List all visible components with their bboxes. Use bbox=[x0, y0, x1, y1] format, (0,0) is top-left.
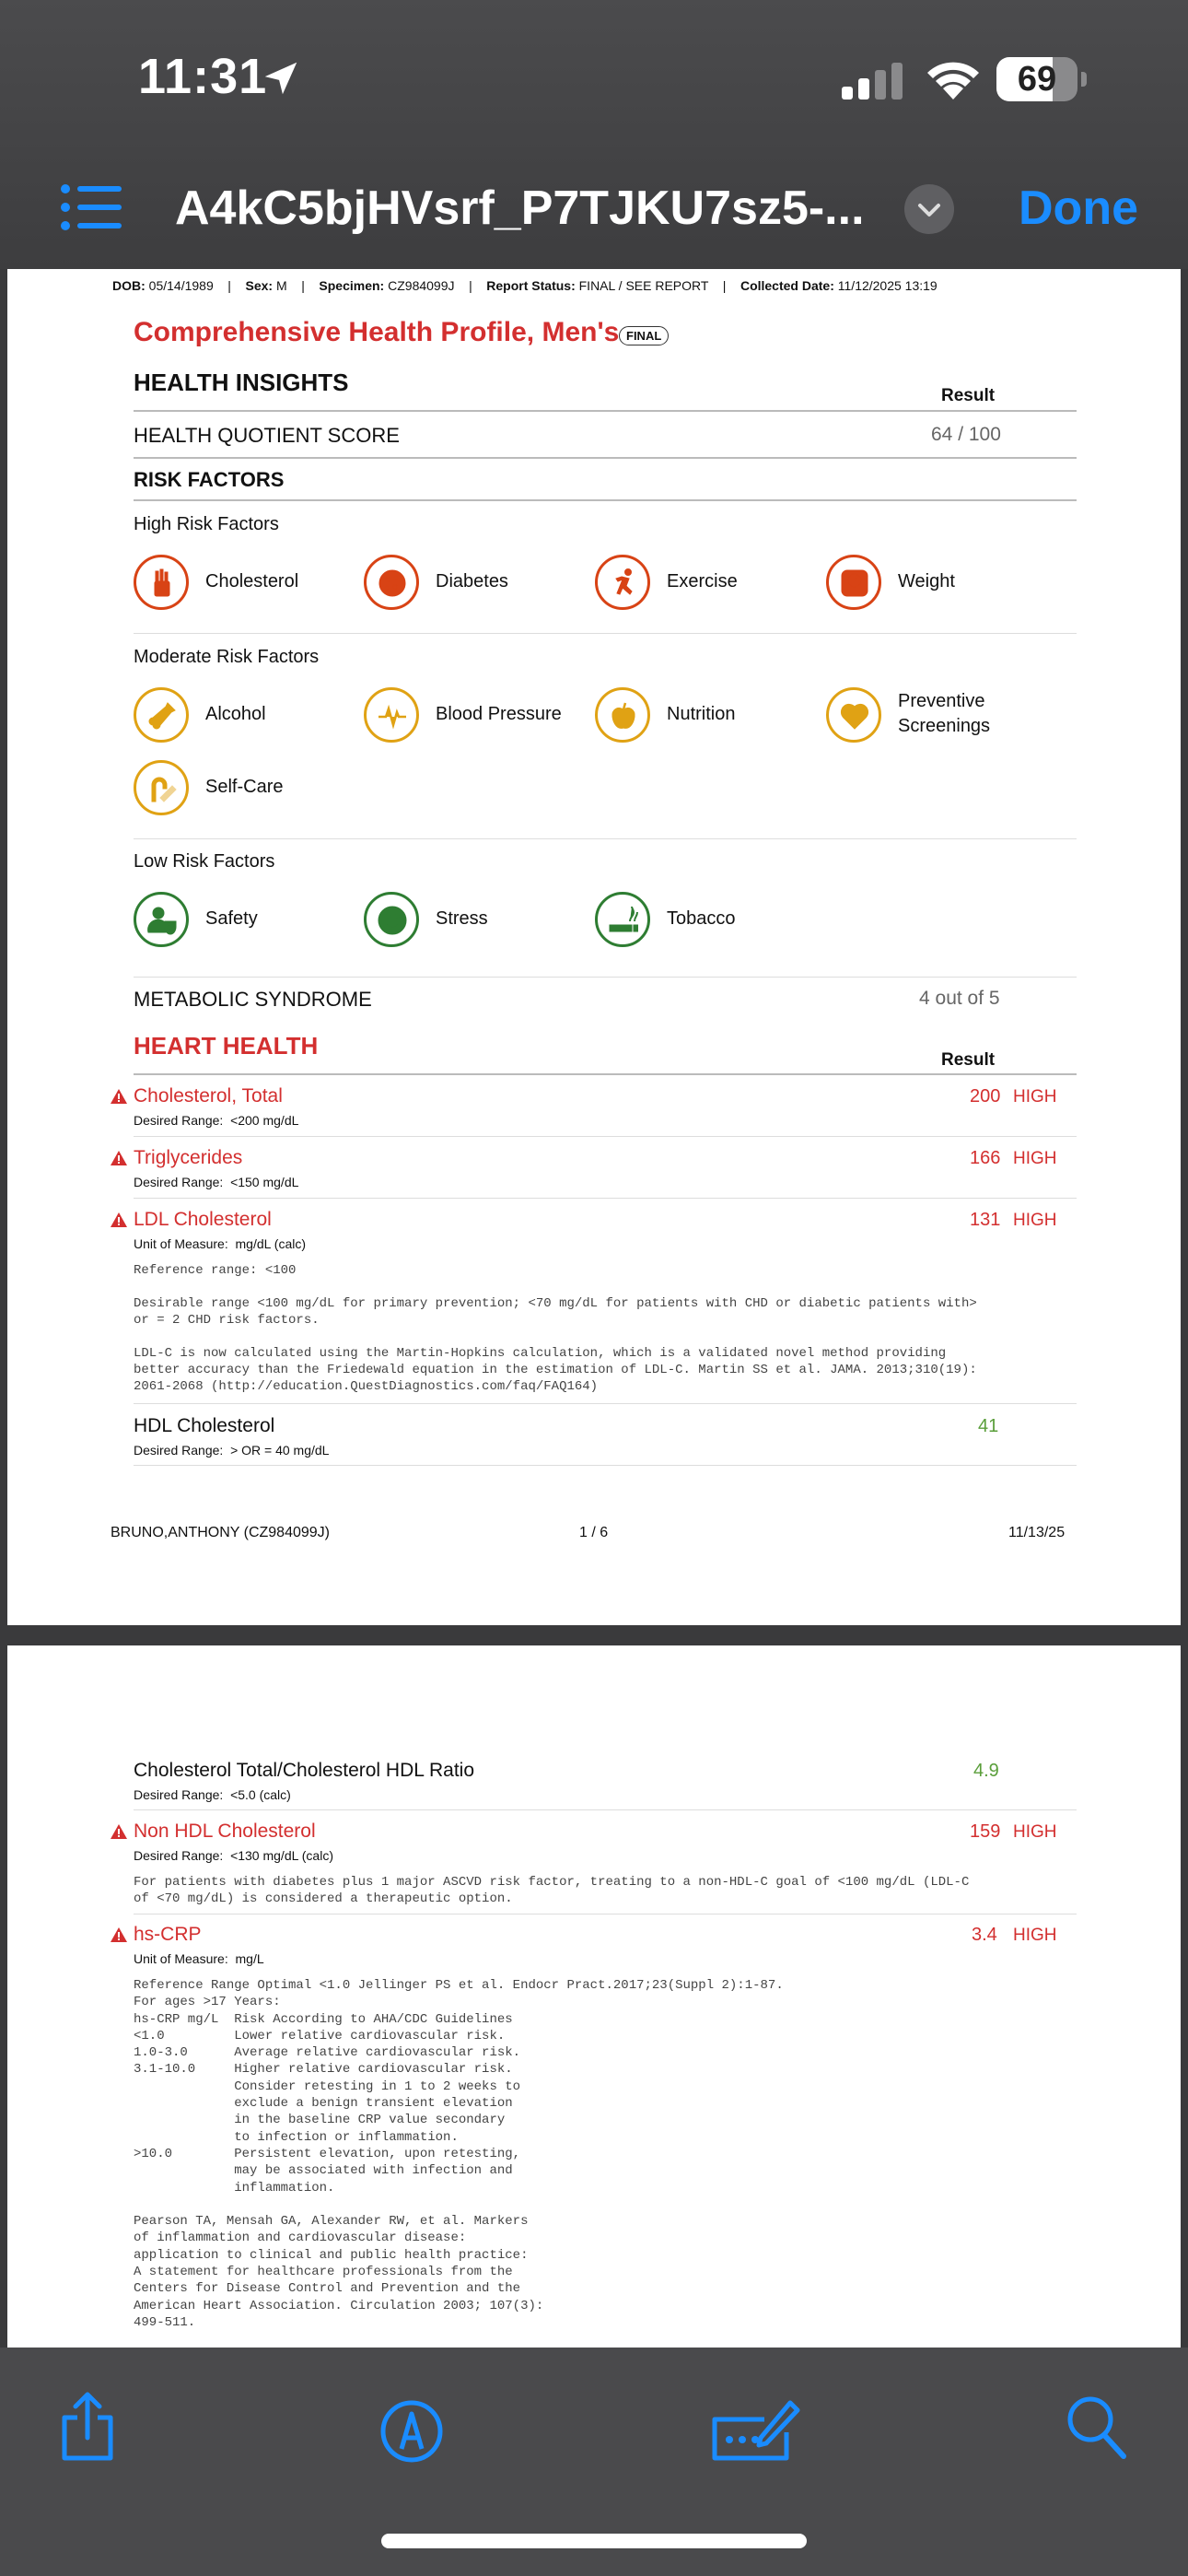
result-column-heading: Result bbox=[941, 1050, 996, 1070]
risk-factors-heading: RISK FACTORS bbox=[134, 468, 285, 491]
divider bbox=[134, 1198, 1077, 1199]
high-flag: HIGH bbox=[1013, 1211, 1057, 1230]
top-chrome bbox=[0, 0, 1188, 269]
result-value: 4.9 bbox=[973, 1761, 999, 1781]
ldl-note-line: Desirable range <100 mg/dL for primary prevention; <70 mg/dL for patients with CHD or diabetic patients with> bbox=[134, 1296, 977, 1311]
test-name-cholesterol-total: Cholesterol, Total bbox=[134, 1085, 283, 1107]
divider bbox=[134, 1403, 1077, 1404]
divider bbox=[134, 410, 1077, 412]
result-value: 166 bbox=[970, 1148, 1001, 1168]
test-name-hdl-cholesterol: HDL Cholesterol bbox=[134, 1415, 275, 1436]
test-name-triglycerides: Triglycerides bbox=[134, 1147, 243, 1168]
location-arrow-icon bbox=[260, 57, 302, 100]
metabolic-syndrome-value: 4 out of 5 bbox=[919, 988, 1000, 1009]
chevron-down-icon bbox=[916, 198, 942, 220]
hs-crp-notes: Reference Range Optimal <1.0 Jellinger PS et al. Endocr Pract.2017;23(Suppl 2):1-87. For ages >17 Years: hs-CRP mg/L Risk According to AHA/CDC Guidelines <1.0 Lower relative cardiovascular risk. 1.0-3.0 Average relative cardiovascular risk. 3.1-10.0 Higher relative cardiovascular risk. Consider retesting in 1 to 2 weeks to exclude a benign transient elevation in the baseline CRP value secondary to infection or inflammation. >10.0 Persistent elevation, upon retesting, may be associated with infection and inflammation. Pearson TA, Mensah GA, Alexander RW, et al. Markers of inflammation and cardiovascular disease: application to clinical and public health practice: A statement for healthcare professionals from the Centers for Disease Control and Prevention and the American Heart Association. Circulation 2003; 107(3): 499-511. bbox=[134, 1978, 784, 2330]
ldl-note-line: LDL-C is now calculated using the Martin-Hopkins calculation, which is a validated novel method providing bbox=[134, 1346, 947, 1361]
divider bbox=[134, 1136, 1077, 1137]
high-risk-heading: High Risk Factors bbox=[134, 514, 279, 534]
apple-icon bbox=[609, 701, 638, 731]
test-name-hs-crp: hs-CRP bbox=[134, 1924, 202, 1945]
search-icon[interactable] bbox=[1066, 2395, 1127, 2460]
result-column-heading: Result bbox=[941, 386, 996, 405]
pulse-icon bbox=[378, 701, 407, 731]
low-risk-heading: Low Risk Factors bbox=[134, 851, 275, 872]
unit-of-measure: Unit of Measure: mg/dL (calc) bbox=[134, 1236, 307, 1251]
divider bbox=[134, 1073, 1077, 1075]
warning-triangle-icon bbox=[111, 1927, 127, 1942]
bottle-icon bbox=[147, 701, 177, 731]
result-value: 3.4 bbox=[972, 1925, 997, 1945]
high-flag: HIGH bbox=[1013, 1822, 1057, 1842]
cigarette-icon bbox=[609, 906, 638, 935]
hq-score-label: HEALTH QUOTIENT SCORE bbox=[134, 424, 400, 447]
battery-indicator bbox=[996, 57, 1089, 101]
high-flag: HIGH bbox=[1013, 1926, 1057, 1945]
signature-icon[interactable] bbox=[709, 2394, 801, 2464]
cellular-signal-icon bbox=[840, 63, 904, 100]
result-value: 159 bbox=[970, 1821, 1001, 1842]
home-indicator[interactable] bbox=[381, 2534, 807, 2548]
done-button[interactable]: Done bbox=[1019, 181, 1138, 235]
desired-range: Desired Range: <200 mg/dL bbox=[134, 1113, 299, 1128]
divider bbox=[134, 1809, 1077, 1810]
divider bbox=[134, 977, 1077, 978]
desired-range: Desired Range: <5.0 (calc) bbox=[134, 1787, 291, 1802]
test-name-ldl-cholesterol: LDL Cholesterol bbox=[134, 1209, 272, 1230]
share-icon[interactable] bbox=[59, 2392, 116, 2462]
divider bbox=[134, 499, 1077, 501]
metabolic-syndrome-label: METABOLIC SYNDROME bbox=[134, 988, 372, 1011]
high-flag: HIGH bbox=[1013, 1087, 1057, 1107]
heart-pulse-icon bbox=[840, 701, 869, 731]
document-title[interactable]: A4kC5bjHVsrf_P7TJKU7sz5-... bbox=[175, 181, 865, 235]
result-value: 41 bbox=[978, 1416, 999, 1436]
divider bbox=[134, 838, 1077, 839]
warning-triangle-icon bbox=[111, 1212, 127, 1227]
report-header-line: DOB: 05/14/1989 | Sex: M | Specimen: CZ984099J | Report Status: FINAL / SEE REPORT | Collected Date: 11/12/2025 13:19 bbox=[112, 278, 938, 293]
ldl-note-line: better accuracy than the Friedewald equation in the estimation of LDL-C. Martin SS et al. JAMA. 2013;310(19): bbox=[134, 1363, 977, 1377]
footer-date: 11/13/25 bbox=[1008, 1525, 1066, 1540]
ldl-note-line: or = 2 CHD risk factors. bbox=[134, 1313, 320, 1328]
result-value: 200 bbox=[970, 1086, 1001, 1107]
fast-food-icon bbox=[147, 568, 177, 598]
warning-triangle-icon bbox=[111, 1151, 127, 1165]
self-care-icon bbox=[147, 774, 177, 803]
running-icon bbox=[609, 568, 638, 598]
divider bbox=[134, 633, 1077, 634]
desired-range: Desired Range: > OR = 40 mg/dL bbox=[134, 1443, 330, 1458]
status-time: 11:31 bbox=[138, 49, 268, 104]
outline-list-icon[interactable] bbox=[61, 184, 122, 230]
warning-triangle-icon bbox=[111, 1824, 127, 1839]
heart-health-heading: HEART HEALTH bbox=[134, 1032, 319, 1060]
person-shield-icon bbox=[147, 906, 177, 935]
hq-score-value: 64 / 100 bbox=[931, 424, 1001, 445]
scale-icon bbox=[840, 568, 869, 598]
divider bbox=[134, 457, 1077, 459]
non-hdl-note-line: For patients with diabetes plus 1 major ASCVD risk factor, treating to a non-HDL-C goal of <100 mg/dL (LDL-C bbox=[134, 1875, 970, 1890]
final-badge: FINAL bbox=[619, 326, 669, 345]
ldl-note-line: Reference range: <100 bbox=[134, 1263, 297, 1278]
footer-patient: BRUNO,ANTHONY (CZ984099J) bbox=[111, 1525, 330, 1540]
desired-range: Desired Range: <130 mg/dL (calc) bbox=[134, 1848, 333, 1863]
markup-pen-icon[interactable] bbox=[379, 2399, 444, 2464]
report-title: Comprehensive Health Profile, Men's bbox=[134, 317, 620, 347]
result-value: 131 bbox=[970, 1210, 1001, 1230]
title-menu-button[interactable] bbox=[904, 184, 954, 234]
wifi-icon bbox=[925, 57, 982, 100]
moderate-risk-heading: Moderate Risk Factors bbox=[134, 647, 320, 667]
cookie-icon bbox=[378, 568, 407, 598]
smiley-icon bbox=[378, 906, 407, 935]
warning-triangle-icon bbox=[111, 1089, 127, 1104]
health-insights-heading: HEALTH INSIGHTS bbox=[134, 369, 349, 396]
unit-of-measure: Unit of Measure: mg/L bbox=[134, 1951, 264, 1966]
battery-percent: 69 bbox=[1017, 60, 1057, 99]
divider bbox=[134, 1465, 1077, 1466]
desired-range: Desired Range: <150 mg/dL bbox=[134, 1175, 299, 1189]
footer-page-number: 1 / 6 bbox=[579, 1525, 609, 1540]
high-flag: HIGH bbox=[1013, 1149, 1057, 1168]
non-hdl-note-line: of <70 mg/dL) is considered a therapeutic option. bbox=[134, 1891, 513, 1906]
ldl-note-line: 2061-2068 (http://education.QuestDiagnostics.com/faq/FAQ164) bbox=[134, 1379, 599, 1394]
test-name-non-hdl-cholesterol: Non HDL Cholesterol bbox=[134, 1821, 316, 1842]
pdf-page-2 bbox=[7, 1645, 1181, 2348]
pdf-page-1: DOB: 05/14/1989 | Sex: M | Specimen: CZ984099J | Report Status: FINAL / SEE REPORT | Collected Date: 11/12/2025 13:19 Comprehensive Health Profile, Men's FINAL HEALTH INSIGHTS Result HEALTH QUOTIENT SCORE 64 / 100 RISK FACTORS High Risk Factors Cholesterol Diabetes Exercise Weight Moderate Risk Factors Alcohol Blood Pressure Nutrition Preventive Screenings Self-Care Low Risk Factors Safety Stress Tobacco METABOLIC SYNDROME 4 out of 5 HEART HEALTH Result Cholesterol, Total Desired Range: <200 mg/dL 200 HIGH Triglycerides Desired Range: <150 mg/dL 166 HIGH LDL Cholesterol Unit of Measure: mg/dL (calc) 131 HIGH Reference range: <100 Desirable range <100 mg/dL for primary prevention; <70 mg/dL for patients with CHD or diabetic patients with> or = 2 CHD risk factors. LDL-C is now calculated using the Martin-Hopkins calculation, which is a validated novel method providing better accuracy than the Friedewald equation in the estimation of LDL-C. Martin SS et al. JAMA. 2013;310(19): 2061-2068 (http://education.QuestDiagnostics.com/faq/FAQ164) HDL Cholesterol Desired Range: > OR = 40 mg/dL 41 BRUNO,ANTHONY (CZ984099J) 1 / 6 11/13/25 bbox=[7, 269, 1181, 1625]
test-name-cholesterol-hdl-ratio: Cholesterol Total/Cholesterol HDL Ratio bbox=[134, 1760, 475, 1781]
